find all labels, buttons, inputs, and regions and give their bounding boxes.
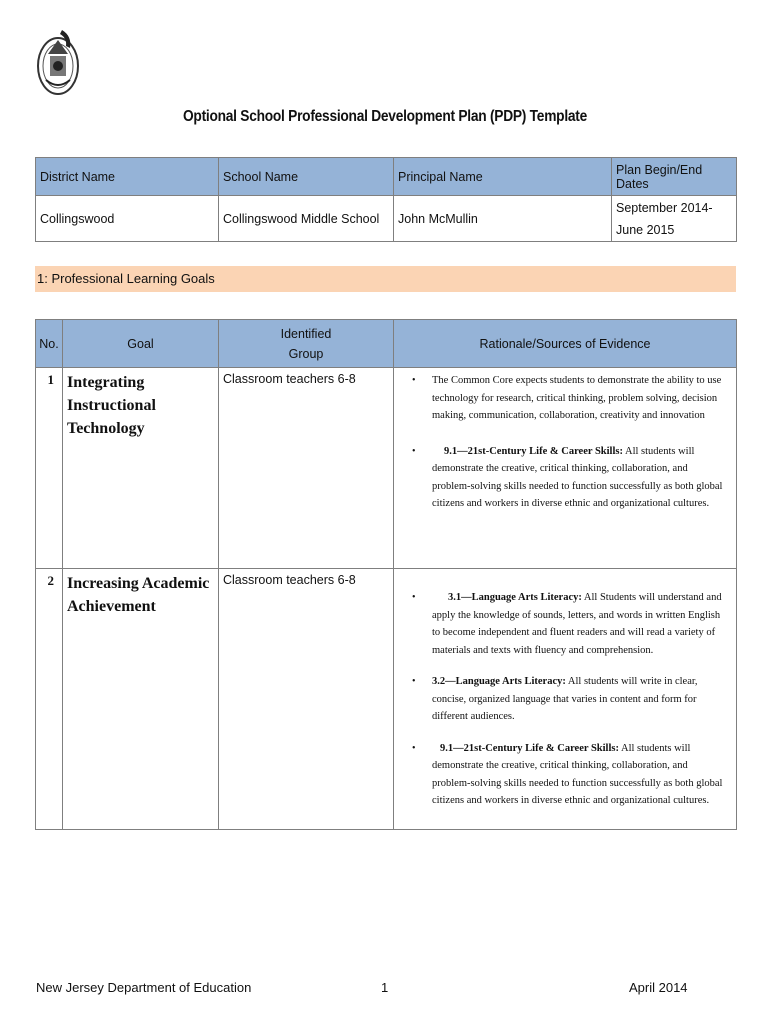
rationale-header: Rationale/Sources of Evidence — [394, 320, 737, 368]
rationale-list — [404, 372, 728, 513]
list-item: • 3.1—Language Arts Literacy: All Students will understand and apply the knowledge of sounds, letters, and words in written English to become independent and fluent readers and will read a variety of materials and texts with fluency and comprehension. — [404, 589, 728, 659]
plan-dates-value: September 2014-June 2015 — [612, 196, 737, 242]
list-item: • 3.2—Language Arts Literacy: All students will write in clear, concise, organized language that varies in content and form for different audiences. — [404, 673, 728, 726]
section-heading: 1: Professional Learning Goals — [35, 266, 736, 292]
goals-table — [35, 319, 737, 830]
principal-name-value: John McMullin — [394, 196, 612, 242]
plan-dates-header: Plan Begin/End Dates — [612, 158, 737, 196]
district-name-value: Collingswood — [36, 196, 219, 242]
identified-group: Classroom teachers 6-8 — [219, 569, 394, 830]
table-row — [36, 368, 737, 569]
table-row — [36, 569, 737, 830]
footer-date: April 2014 — [629, 980, 688, 995]
page-title: Optional School Professional Development Plan (PDP) Template — [182, 108, 588, 125]
rationale-cell — [394, 569, 737, 830]
goal-title: Increasing Academic Achievement — [63, 569, 219, 830]
list-item: • The Common Core expects students to demonstrate the ability to use technology for research, critical thinking, problem solving, decision making, communication, collaboration, creativity and innovation — [404, 372, 728, 425]
footer-page-number: 1 — [381, 980, 389, 995]
principal-name-header: Principal Name — [394, 158, 612, 196]
goal-title: Integrating Instructional Technology — [63, 368, 219, 569]
goal-number: 2 — [36, 569, 63, 830]
group-header: Identified Group — [219, 320, 394, 368]
list-item: • 9.1—21st-Century Life & Career Skills: All students will demonstrate the creative, critical thinking, collaboration, and problem-solving skills needed to function successfully as both global citizens and workers in diverse ethnic and organizational cultures. — [404, 740, 728, 810]
district-name-header: District Name — [36, 158, 219, 196]
footer-organization: New Jersey Department of Education — [36, 980, 252, 995]
nj-doe-seal-icon — [36, 26, 80, 98]
list-item: • 9.1—21st-Century Life & Career Skills: All students will demonstrate the creative, critical thinking, collaboration, and problem-solving skills needed to function successfully as both global citizens and workers in diverse ethnic and organizational cultures. — [404, 443, 728, 513]
info-header-row — [36, 158, 737, 196]
identified-group: Classroom teachers 6-8 — [219, 368, 394, 569]
school-name-header: School Name — [219, 158, 394, 196]
school-name-value: Collingswood Middle School — [219, 196, 394, 242]
rationale-list — [404, 573, 728, 810]
goal-number: 1 — [36, 368, 63, 569]
goal-header: Goal — [63, 320, 219, 368]
school-info-table — [35, 157, 737, 242]
no-header: No. — [36, 320, 63, 368]
goals-header-row — [36, 320, 737, 368]
rationale-cell — [394, 368, 737, 569]
info-value-row — [36, 196, 737, 242]
